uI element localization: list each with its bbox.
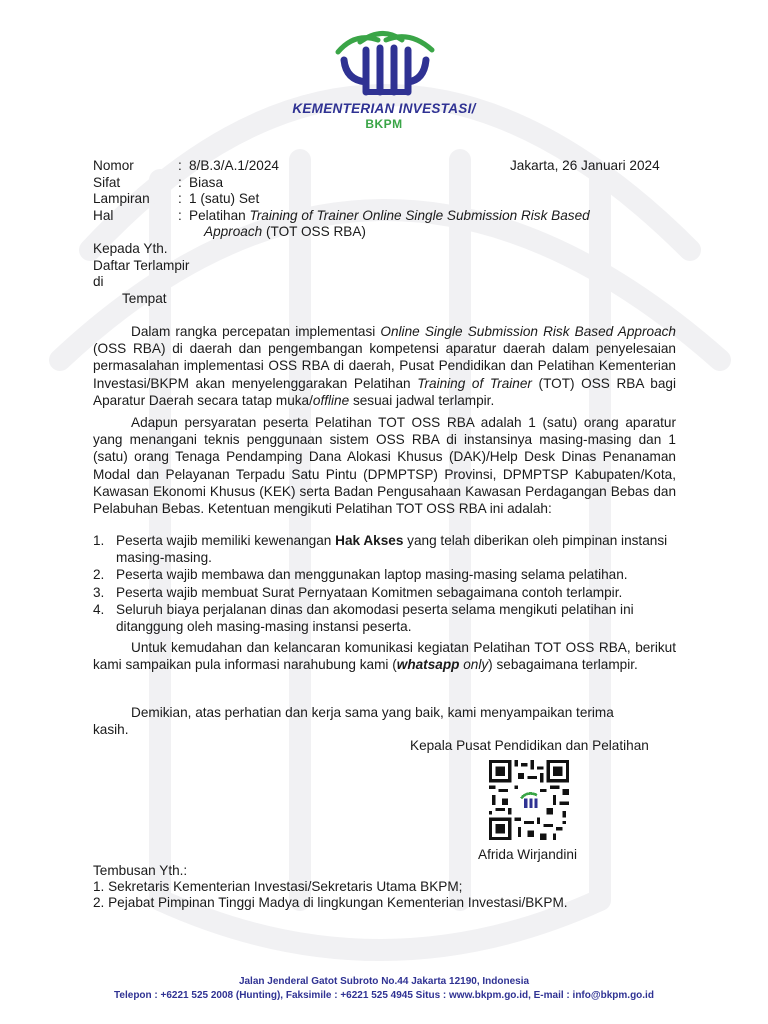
cc-item: 1. Sekretaris Kementerian Investasi/Sekretaris Utama BKPM; xyxy=(93,879,463,894)
list-item: 4. Seluruh biaya perjalanan dinas dan akomodasi peserta selama mengikuti pelatihan ini ditanggung oleh masing-masing instansi peserta. xyxy=(93,601,634,635)
hal-value-line2: Approach (TOT OSS RBA) xyxy=(204,224,366,239)
recipient-line1: Kepada Yth. xyxy=(93,241,168,256)
bkpm-logo xyxy=(330,30,440,96)
colon: : xyxy=(178,175,182,190)
list-item: 1. Peserta wajib memiliki kewenangan Hak Akses yang telah diberikan oleh pimpinan instansi masing-masing. xyxy=(93,533,668,566)
qr-code xyxy=(489,760,569,840)
colon: : xyxy=(178,158,182,173)
nomor-label: Nomor xyxy=(93,158,134,173)
recipient-line4: Tempat xyxy=(122,291,167,306)
colon: : xyxy=(178,208,182,223)
recipient-line2: Daftar Terlampir xyxy=(93,258,190,273)
place-date: Jakarta, 26 Januari 2024 xyxy=(510,158,660,173)
paragraph-requirements: Adapun persyaratan peserta Pelatihan TOT OSS RBA adalah 1 (satu) orang aparatur yang menangani teknis penggunaan sistem OSS RBA di instansinya masing-masing dan 1 (satu) orang Tenaga Pendamping Dana Alokasi Khusus (DAK)/Help Desk Dinas Penanaman Modal dan Pelayanan Terpadu Satu Pintu (DPMPTSP) Provinsi, DPMPTSP Kabupaten/Kota, Kawasan Ekonomi Khusus (KEK) serta Badan Pengusahaan Kawasan Perdagangan Bebas dan Pelabuhan Bebas. Ketentuan mengikuti Pelatihan TOT OSS RBA ini adalah: xyxy=(93,415,676,517)
org-name-line2: BKPM xyxy=(365,117,403,131)
org-name-line1: KEMENTERIAN INVESTASI/ xyxy=(292,101,476,116)
paragraph-closing: Demikian, atas perhatian dan kerja sama yang baik, kami menyampaikan terima kasih. xyxy=(93,705,614,738)
nomor-value: 8/B.3/A.1/2024 xyxy=(189,158,279,173)
requirements-list xyxy=(93,532,676,635)
lampiran-value: 1 (satu) Set xyxy=(189,191,260,206)
cc-heading: Tembusan Yth.: xyxy=(93,863,188,878)
paragraph-intro: Dalam rangka percepatan implementasi Online Single Submission Risk Based Approach (OSS RBA) di daerah dan pengembangan kompetensi aparatur daerah dalam penyelesaian permasalahan implementasi OSS RBA di daerah, Pusat Pendidikan dan Pelatihan Kementerian Investasi/BKPM akan menyelenggarakan Pelatihan Training of Trainer (TOT) OSS RBA bagi Aparatur Daerah secara tatap muka/offline sesuai jadwal terlampir. xyxy=(93,324,676,408)
signatory-name: Afrida Wirjandini xyxy=(478,847,577,862)
paragraph-contact: Untuk kemudahan dan kelancaran komunikasi kegiatan Pelatihan TOT OSS RBA, berikut kami sampaikan pula informasi narahubung kami (whatsapp only) sebagaimana terlampir. xyxy=(93,640,676,673)
footer-contacts: Telepon : +6221 525 2008 (Hunting), Faksimile : +6221 525 4945 Situs : www.bkpm.go.id, E-mail : info@bkpm.go.id xyxy=(114,990,654,1001)
signatory-title: Kepala Pusat Pendidikan dan Pelatihan xyxy=(410,738,649,753)
hal-label: Hal xyxy=(93,208,114,223)
list-item: 2. Peserta wajib membawa dan menggunakan laptop masing-masing selama pelatihan. xyxy=(93,567,628,583)
list-item: 3. Peserta wajib membuat Surat Pernyataan Komitmen sebagaimana contoh terlampir. xyxy=(93,584,623,600)
sifat-label: Sifat xyxy=(93,175,121,190)
lampiran-label: Lampiran xyxy=(93,191,150,206)
sifat-value: Biasa xyxy=(189,175,224,190)
recipient-line3: di xyxy=(93,274,104,289)
footer-address: Jalan Jenderal Gatot Subroto No.44 Jakarta 12190, Indonesia xyxy=(238,976,530,987)
cc-item: 2. Pejabat Pimpinan Tinggi Madya di lingkungan Kementerian Investasi/BKPM. xyxy=(93,895,568,910)
hal-value-line1: Pelatihan Training of Trainer Online Single Submission Risk Based xyxy=(189,208,590,223)
colon: : xyxy=(178,191,182,206)
